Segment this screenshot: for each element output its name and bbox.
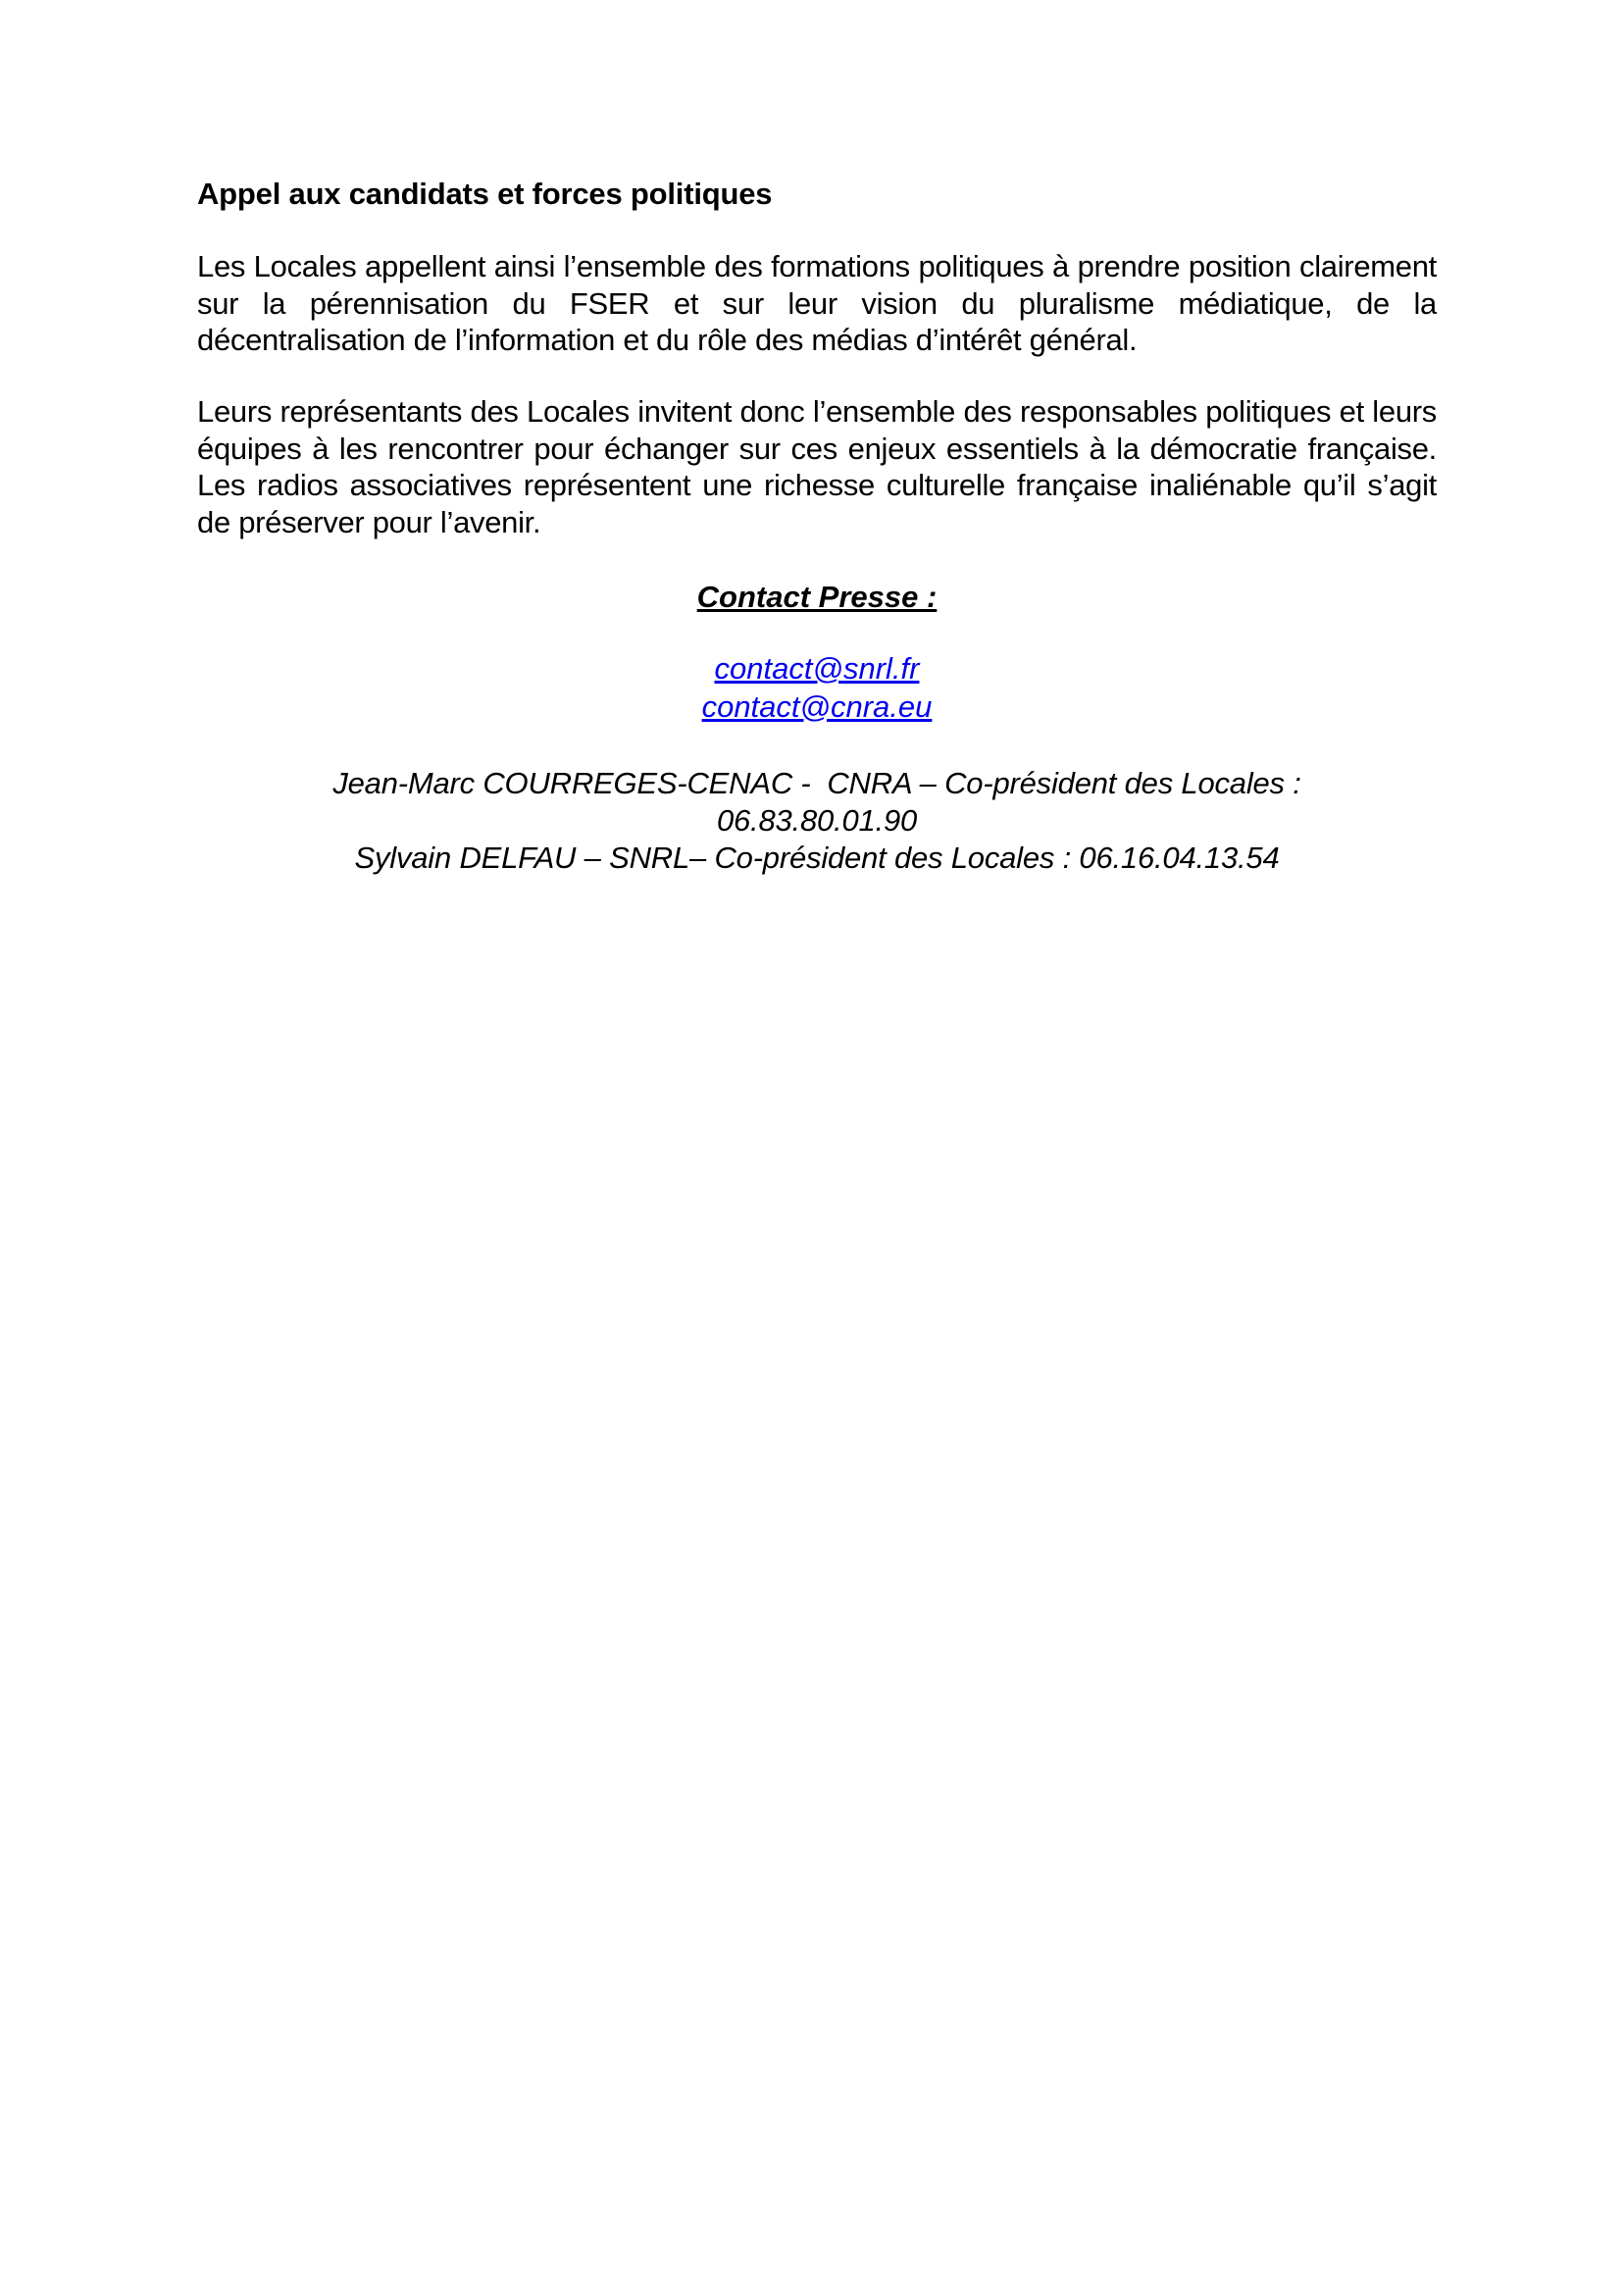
section-title: Appel aux candidats et forces politiques [197, 177, 773, 211]
paragraph-invitation: Leurs représentants des Locales invitent donc l’ensemble des responsables politiques et leurs équipes à les rencontrer pour échanger sur ces enjeux essentiels à la démocratie française. Les radios associatives représentent une richesse culturelle française inaliénable qu’il s’agit de préserver pour l’avenir. [197, 394, 1437, 540]
signature-block [197, 765, 1437, 877]
email-link-snrl[interactable]: contact@snrl.fr [714, 651, 920, 686]
contact-email-list [197, 650, 1437, 726]
email-link-cnra[interactable]: contact@cnra.eu [701, 688, 933, 724]
signature-delfau: Sylvain DELFAU – SNRL– Co-président des Locales : 06.16.04.13.54 [354, 841, 1280, 875]
paragraph-call-to-parties: Les Locales appellent ainsi l’ensemble des formations politiques à prendre position clairement sur la pérennisation du FSER et sur leur vision du pluralisme médiatique, de la décentralisation de l’information et du rôle des médias d’intérêt général. [197, 249, 1437, 358]
signature-courreges-phone: 06.83.80.01.90 [716, 803, 918, 838]
contact-press-heading: Contact Presse : [696, 580, 938, 614]
signature-courreges-line: Jean-Marc COURREGES-CENAC - CNRA – Co-président des Locales : [332, 766, 1301, 800]
